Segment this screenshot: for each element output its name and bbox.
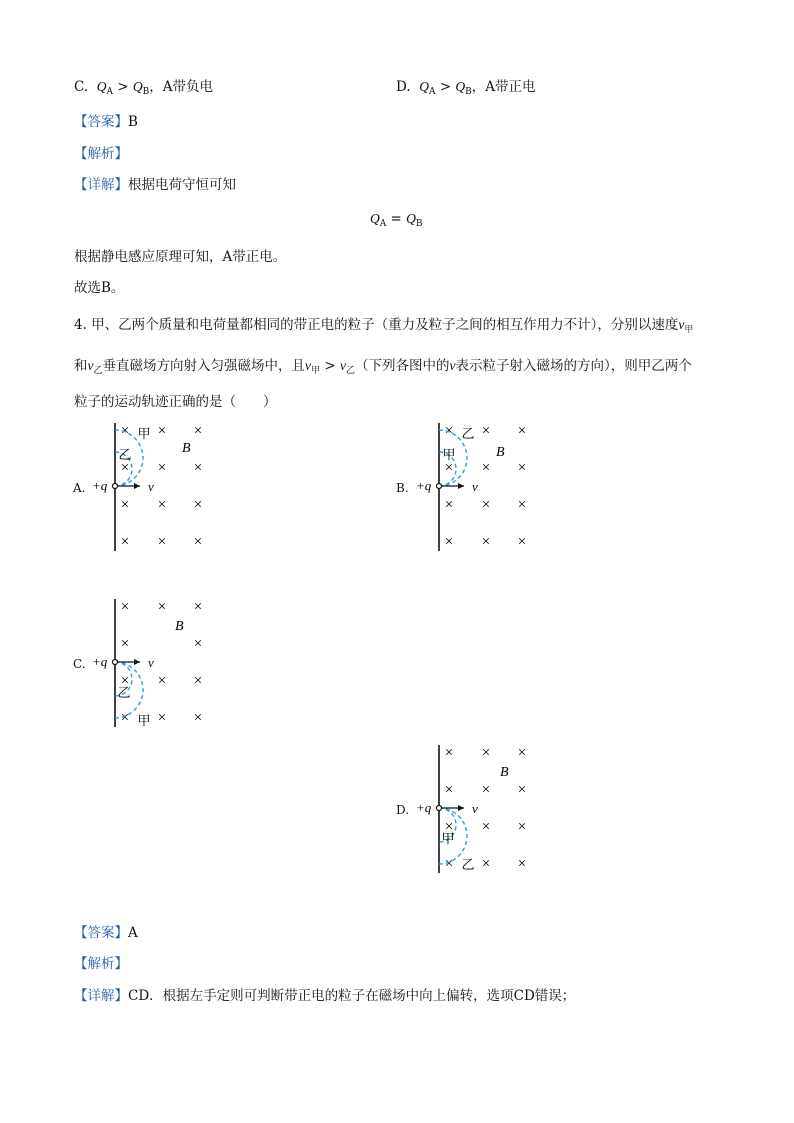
field-cross: ×: [481, 782, 491, 798]
charge-label: +q: [416, 800, 432, 815]
diagram-b: [404, 418, 554, 556]
q3-answer: 【答案】B: [74, 114, 138, 130]
field-cross: ×: [444, 460, 454, 476]
option-b-label: B.: [396, 481, 409, 495]
field-cross: ×: [120, 673, 130, 689]
field-cross: ×: [517, 745, 527, 761]
diagram-a: [80, 418, 230, 556]
field-cross: ×: [157, 497, 167, 513]
field-cross: ×: [193, 599, 203, 615]
diagram-c: [80, 594, 230, 732]
field-cross: ×: [517, 460, 527, 476]
field-cross: ×: [517, 856, 527, 872]
charge-origin: [113, 660, 118, 665]
option-a-label: A.: [73, 481, 86, 495]
label-yi: 乙: [118, 447, 132, 462]
velocity-label: v: [472, 479, 478, 494]
field-cross: ×: [193, 673, 203, 689]
field-cross: ×: [517, 423, 527, 439]
field-cross: ×: [157, 599, 167, 615]
label-jia: 甲: [442, 447, 456, 462]
charge-origin: [113, 484, 118, 489]
field-cross: ×: [120, 710, 130, 726]
q3-detail: 【详解】根据电荷守恒可知: [74, 177, 236, 193]
arrowhead: [134, 483, 140, 489]
diagram-d: [404, 740, 554, 878]
field-cross: ×: [517, 497, 527, 513]
field-cross: ×: [481, 423, 491, 439]
velocity-label: v: [148, 479, 154, 494]
field-cross: ×: [444, 856, 454, 872]
label-yi: 乙: [461, 426, 475, 441]
velocity-label: v: [472, 801, 478, 816]
field-cross: ×: [193, 710, 203, 726]
label-jia: 甲: [441, 831, 455, 846]
arrowhead: [458, 805, 464, 811]
field-cross: ×: [481, 819, 491, 835]
charge-origin: [437, 484, 442, 489]
q4-stem-line-3: 粒子的运动轨迹正确的是（ ）: [74, 394, 277, 410]
field-label-b: B: [182, 441, 191, 456]
charge-origin: [437, 806, 442, 811]
charge-label: +q: [92, 654, 108, 669]
field-cross: ×: [193, 497, 203, 513]
field-cross: ×: [517, 534, 527, 550]
label-jia: 甲: [137, 426, 151, 441]
charge-label: +q: [416, 478, 432, 493]
field-cross: ×: [481, 460, 491, 476]
field-cross: ×: [444, 534, 454, 550]
option-c-q3: C. $Q_A > Q_B$，A带负电: [74, 79, 214, 97]
q4-detail: 【详解】CD．根据左手定则可判断带正电的粒子在磁场中向上偏转，选项CD错误；: [74, 988, 576, 1004]
q4-analysis-heading: 【解析】: [74, 956, 128, 972]
label-yi: 乙: [461, 857, 475, 872]
field-label-b: B: [500, 765, 509, 780]
label-yi: 乙: [117, 685, 131, 700]
field-cross: ×: [444, 497, 454, 513]
field-cross: ×: [481, 745, 491, 761]
field-cross: ×: [157, 710, 167, 726]
field-cross: ×: [481, 497, 491, 513]
field-cross: ×: [517, 819, 527, 835]
option-d-label: D.: [396, 803, 410, 817]
field-cross: ×: [120, 636, 130, 652]
q3-line-2: 根据静电感应原理可知，A带正电。: [74, 249, 287, 265]
field-cross: ×: [193, 460, 203, 476]
field-cross: ×: [120, 534, 130, 550]
q3-analysis-heading: 【解析】: [74, 146, 128, 162]
charge-label: +q: [92, 478, 108, 493]
field-cross: ×: [157, 423, 167, 439]
field-cross: ×: [444, 782, 454, 798]
field-cross: ×: [157, 673, 167, 689]
field-cross: ×: [157, 534, 167, 550]
option-c-label: C.: [73, 657, 86, 671]
arrowhead: [458, 483, 464, 489]
option-d-q3: D. $Q_A > Q_B$，A带正电: [396, 79, 536, 97]
field-cross: ×: [157, 460, 167, 476]
field-cross: ×: [444, 745, 454, 761]
field-cross: ×: [481, 856, 491, 872]
arrowhead: [134, 659, 140, 665]
field-cross: ×: [517, 782, 527, 798]
field-label-b: B: [175, 619, 184, 634]
field-cross: ×: [120, 599, 130, 615]
field-cross: ×: [193, 534, 203, 550]
field-cross: ×: [120, 460, 130, 476]
label-jia: 甲: [137, 713, 151, 728]
field-cross: ×: [120, 497, 130, 513]
field-cross: ×: [193, 423, 203, 439]
velocity-label: v: [148, 655, 154, 670]
q4-stem-line-1: 4. 甲、乙两个质量和电荷量都相同的带正电的粒子（重力及粒子之间的相互作用力不计），分别以速度$v_甲$: [74, 317, 694, 335]
q3-conclusion: 故选B。: [74, 280, 125, 296]
field-cross: ×: [444, 423, 454, 439]
field-cross: ×: [120, 423, 130, 439]
q3-equation: $Q_A = Q_B$: [370, 211, 423, 229]
field-label-b: B: [496, 445, 505, 460]
field-cross: ×: [193, 636, 203, 652]
field-cross: ×: [481, 534, 491, 550]
q4-answer: 【答案】A: [74, 925, 138, 941]
q4-stem-line-2: 和$v_乙$垂直磁场方向射入匀强磁场中，且$v_甲 > v_乙$（下列各图中的v表示粒子射入磁场的方向），则甲乙两个: [74, 358, 692, 376]
field-cross: ×: [444, 819, 454, 835]
